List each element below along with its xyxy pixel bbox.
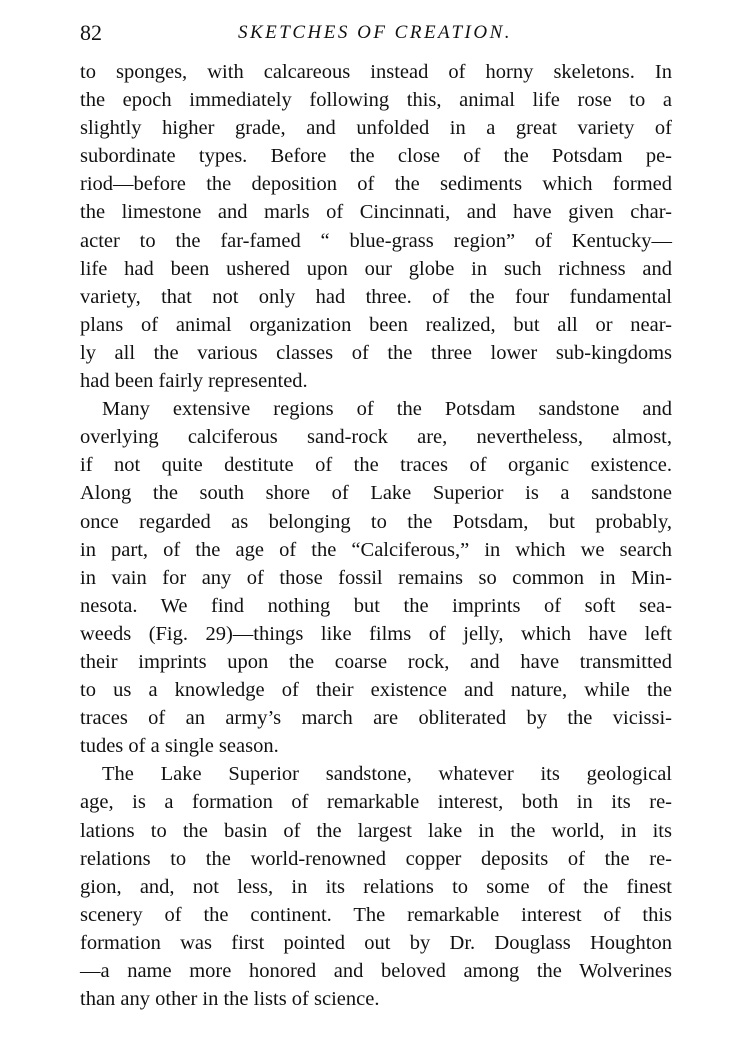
running-head	[80, 18, 670, 48]
text-line: the limestone and marls of Cincinnati, and have given char-	[80, 201, 672, 224]
paragraph-3	[80, 760, 672, 1013]
text-line: the epoch immediately following this, animal life rose to a	[80, 89, 672, 112]
text-line: to us a knowledge of their existence and nature, while the	[80, 679, 672, 702]
text-line: tudes of a single season.	[80, 735, 279, 758]
text-line: than any other in the lists of science.	[80, 988, 380, 1011]
text-line: if not quite destitute of the traces of organic existence.	[80, 454, 672, 477]
text-line: lations to the basin of the largest lake in the world, in its	[80, 819, 672, 842]
text-line: formation was first pointed out by Dr. Douglass Houghton	[80, 931, 672, 954]
paragraph-1	[80, 58, 672, 395]
text-line: in vain for any of those fossil remains so common in Min-	[80, 566, 672, 589]
text-line: Many extensive regions of the Potsdam sandstone and	[102, 398, 672, 421]
text-line: subordinate types. Before the close of the Potsdam pe-	[80, 145, 672, 168]
running-title: SKETCHES OF CREATION.	[238, 22, 512, 43]
text-line: slightly higher grade, and unfolded in a great variety of	[80, 117, 672, 140]
text-line: to sponges, with calcareous instead of horny skeletons. In	[80, 61, 672, 83]
body-text	[80, 58, 672, 1013]
text-line: their imprints upon the coarse rock, and have transmitted	[80, 650, 672, 673]
text-line: relations to the world-renowned copper deposits of the re-	[80, 847, 672, 870]
text-line: plans of animal organization been realized, but all or near-	[80, 313, 672, 336]
text-line: age, is a formation of remarkable interest, both in its re-	[80, 791, 672, 814]
text-line: Along the south shore of Lake Superior is a sandstone	[80, 482, 672, 505]
text-line: once regarded as belonging to the Potsdam, but probably,	[80, 510, 672, 533]
text-line: had been fairly represented.	[80, 370, 308, 393]
text-line: variety, that not only had three. of the four fundamental	[80, 285, 672, 308]
text-line: in part, of the age of the “Calciferous,” in which we search	[80, 538, 672, 561]
text-line: gion, and, not less, in its relations to some of the finest	[80, 875, 672, 898]
text-line: —a name more honored and beloved among the Wolverines	[80, 960, 672, 982]
text-line: ly all the various classes of the three lower sub-kingdoms	[80, 341, 672, 364]
paragraph-2	[80, 395, 672, 760]
text-line: traces of an army’s march are obliterated by the vicissi-	[80, 707, 672, 730]
text-line: scenery of the continent. The remarkable interest of this	[80, 903, 672, 926]
text-line: acter to the far-famed “ blue-grass region” of Kentucky—	[80, 229, 672, 252]
text-line: weeds (Fig. 29)—things like films of jelly, which have left	[80, 622, 672, 645]
text-line: life had been ushered upon our globe in such richness and	[80, 257, 672, 280]
text-line: The Lake Superior sandstone, whatever its geological	[102, 763, 672, 786]
text-line: overlying calciferous sand-rock are, nevertheless, almost,	[80, 426, 672, 449]
text-line: riod—before the deposition of the sediments which formed	[80, 173, 672, 196]
text-line: nesota. We find nothing but the imprints of soft sea-	[80, 594, 672, 617]
page-number: 82	[80, 20, 102, 45]
